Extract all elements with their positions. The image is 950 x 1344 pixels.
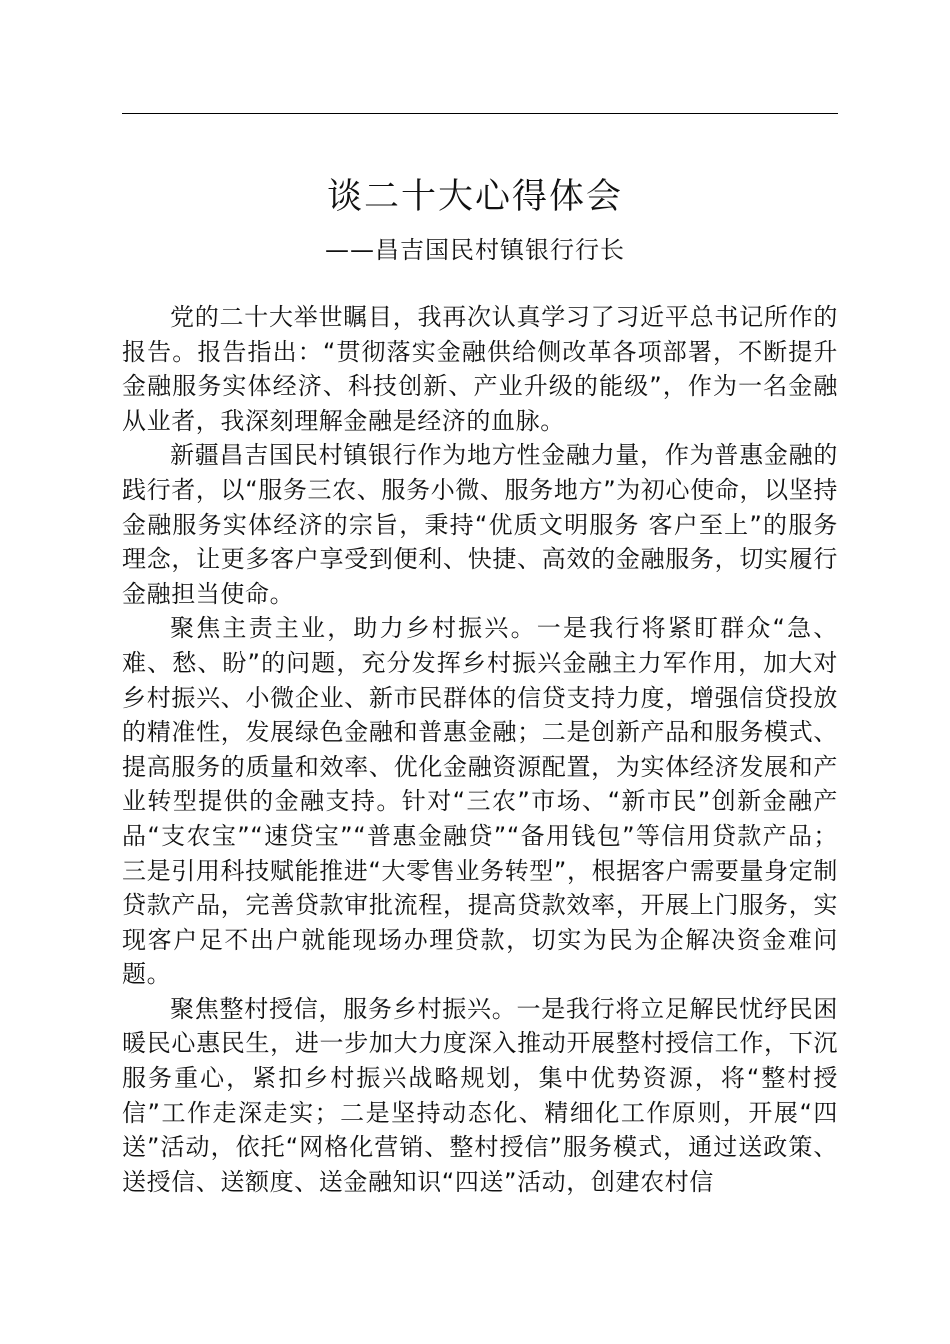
article-body: [122, 300, 838, 1210]
paragraph-4: 聚焦整村授信，服务乡村振兴。一是我行将立足解民忧纾民困暖民心惠民生，进一步加大力度深入推动开展整村授信工作，下沉服务重心，紧扣乡村振兴战略规划，集中优势资源，将“整村授信”工作走深走实；二是坚持动态化、精细化工作原则，开展“四送”活动，依托“网格化营销、整村授信”服务模式，通过送政策、送授信、送额度、送金融知识“四送”活动，创建农村信: [122, 994, 838, 1196]
document-title: 谈二十大心得体会: [326, 177, 623, 217]
paragraph-1: 党的二十大举世瞩目，我再次认真学习了习近平总书记所作的报告。报告指出：“贯彻落实金融供给侧改革各项部署，不断提升金融服务实体经济、科技创新、产业升级的能级”，作为一名金融从业者，我深刻理解金融是经济的血脉。: [122, 303, 838, 435]
document-subtitle: ——昌吉国民村镇银行行长: [325, 236, 625, 264]
paragraph-3: 聚焦主责主业，助力乡村振兴。一是我行将紧盯群众“急、难、愁、盼”的问题，充分发挥乡村振兴金融主力军作用，加大对乡村振兴、小微企业、新市民群体的信贷支持力度，增强信贷投放的精准性，发展绿色金融和普惠金融；二是创新产品和服务模式、提高服务的质量和效率、优化金融资源配置，为实体经济发展和产业转型提供的金融支持。针对“三农”市场、“新市民”创新金融产品“支农宝”“速贷宝”“普惠金融贷”“备用钱包”等信用贷款产品；三是引用科技赋能推进“大零售业务转型”，根据客户需要量身定制贷款产品，完善贷款审批流程，提高贷款效率，开展上门服务，实现客户足不出户就能现场办理贷款，切实为民为企解决资金难问题。: [122, 614, 838, 989]
paragraph-2: 新疆昌吉国民村镇银行作为地方性金融力量，作为普惠金融的践行者，以“服务三农、服务小微、服务地方”为初心使命，以坚持金融服务实体经济的宗旨，秉持“优质文明服务 客户至上”的服务理念，让更多客户享受到便利、快捷、高效的金融服务，切实履行金融担当使命。: [122, 441, 838, 608]
header-divider: [122, 113, 838, 114]
